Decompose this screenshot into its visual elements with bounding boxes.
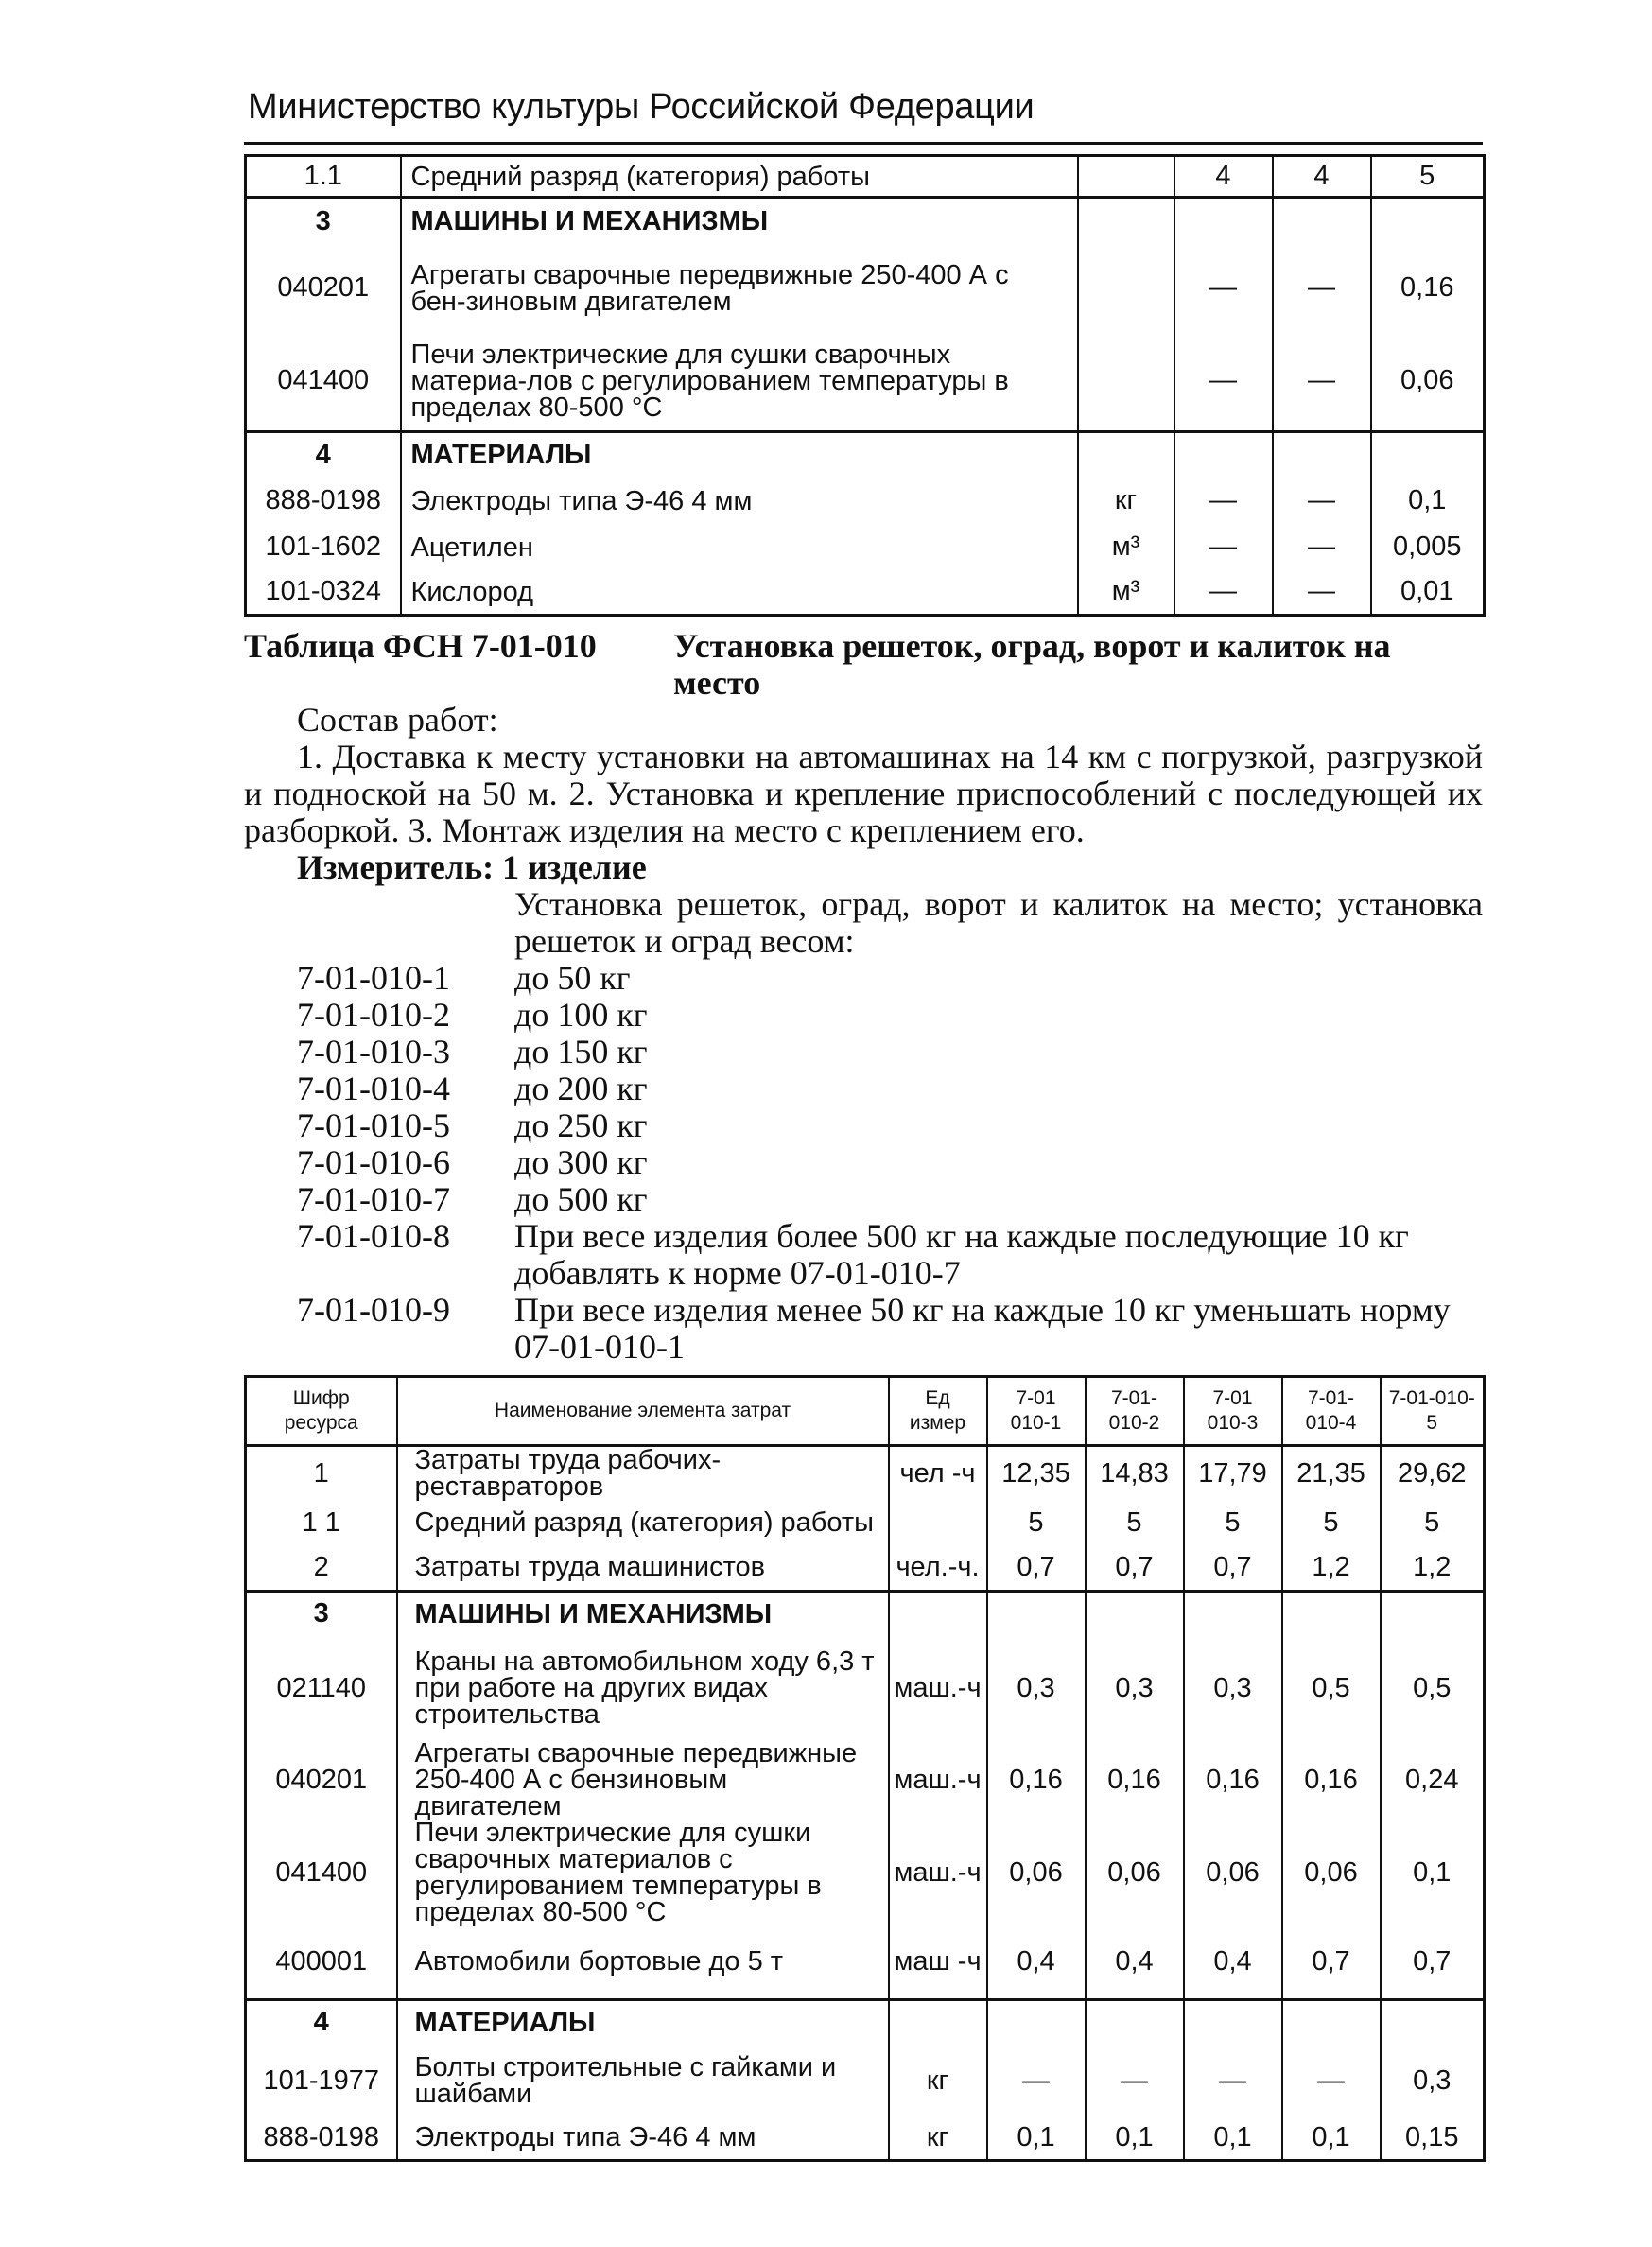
cell-unit: чел.-ч. <box>889 1545 987 1591</box>
table-row <box>246 1500 1485 1545</box>
table-row <box>246 1636 1485 1740</box>
cell-code: 041400 <box>246 1820 397 1925</box>
list-item <box>244 1181 1483 1218</box>
cell-value: 5 <box>1371 156 1485 198</box>
cell-value: 0,3 <box>1086 1636 1184 1740</box>
table-title: Установка решеток, оград, ворот и калиток на место <box>673 627 1391 702</box>
header-divider <box>244 142 1483 145</box>
table-row <box>246 2116 1485 2160</box>
table-row <box>246 525 1485 570</box>
cell-value: 0,06 <box>1086 1820 1184 1925</box>
cell-value: 0,3 <box>987 1636 1086 1740</box>
cell-unit: маш.-ч <box>889 1740 987 1820</box>
cell-value: 0,7 <box>1282 1925 1381 1999</box>
cell-value: 12,35 <box>987 1446 1086 1501</box>
cell-code: 101-1977 <box>246 2045 397 2116</box>
cell-value: 0,06 <box>1282 1820 1381 1925</box>
cell-code: 101-1602 <box>246 525 401 570</box>
header-col-2: 7-01-010-2 <box>1086 1377 1184 1446</box>
item-code: 7-01-010-2 <box>297 996 450 1034</box>
items-list <box>244 960 1483 1366</box>
cell-value: — <box>1174 478 1273 525</box>
cell-value: 0,16 <box>1371 245 1485 332</box>
cell-value: — <box>1273 332 1371 432</box>
cell-value <box>1086 1999 1184 2045</box>
cell-code: 4 <box>246 1999 397 2045</box>
cell-value: 0,7 <box>987 1545 1086 1591</box>
cell-value: 0,06 <box>987 1820 1086 1925</box>
table-row <box>246 570 1485 616</box>
cell-value: — <box>1273 478 1371 525</box>
cell-code: 4 <box>246 432 401 478</box>
cell-value <box>1086 1591 1184 1636</box>
cell-value <box>987 1999 1086 2045</box>
list-item <box>244 997 1483 1034</box>
table-row <box>246 1820 1485 1925</box>
cell-value: 0,7 <box>1184 1545 1282 1591</box>
cell-value: — <box>1086 2045 1184 2116</box>
cell-value <box>1273 198 1371 245</box>
continued-table <box>244 154 1486 617</box>
cell-unit: кг <box>1078 478 1174 525</box>
table-id: Таблица ФСН 7-01-010 <box>244 627 597 665</box>
cell-unit <box>1078 198 1174 245</box>
cell-unit <box>889 1999 987 2045</box>
cell-value: — <box>1184 2045 1282 2116</box>
cell-name: МАШИНЫ И МЕХАНИЗМЫ <box>397 1591 889 1636</box>
table-row <box>246 1545 1485 1591</box>
work-text: 1. Доставка к месту установки на автомашинах на 14 км с погрузкой, разгрузкой и подноской на 50 м. 2. Установка и крепление приспособлений с последующей их разборкой. 3. Монтаж изделия на место с креплением его. <box>244 738 1483 849</box>
cell-unit: маш.-ч <box>889 1636 987 1740</box>
cell-name: Средний разряд (категория) работы <box>397 1500 889 1545</box>
cell-value: 5 <box>1282 1500 1381 1545</box>
table-header-row <box>246 1377 1485 1446</box>
item-code: 7-01-010-6 <box>297 1143 450 1181</box>
cell-name: Автомобили бортовые до 5 т <box>397 1925 889 1999</box>
cell-value: 4 <box>1174 156 1273 198</box>
cell-value <box>1184 1999 1282 2045</box>
cell-value <box>1282 1591 1381 1636</box>
cell-value: 0,1 <box>1184 2116 1282 2160</box>
cell-value: 5 <box>1184 1500 1282 1545</box>
cell-unit: кг <box>889 2045 987 2116</box>
cell-value: 0,1 <box>1371 478 1485 525</box>
cell-code: 101-0324 <box>246 570 401 616</box>
item-desc: до 250 кг <box>514 1106 648 1144</box>
header-code: Шифр ресурса <box>246 1377 397 1446</box>
cell-code: 3 <box>246 198 401 245</box>
cell-value: 0,4 <box>1086 1925 1184 1999</box>
item-code: 7-01-010-8 <box>297 1217 450 1255</box>
cell-value: — <box>1273 245 1371 332</box>
cell-unit: кг <box>889 2116 987 2160</box>
cell-value: 0,06 <box>1184 1820 1282 1925</box>
cell-value: 5 <box>1381 1500 1485 1545</box>
cell-value: 0,4 <box>987 1925 1086 1999</box>
item-code: 7-01-010-7 <box>297 1180 450 1218</box>
header-name: Наименование элемента затрат <box>397 1377 889 1446</box>
meter-label: Измеритель: 1 изделие <box>297 848 647 886</box>
cell-name: Агрегаты сварочные передвижные 250-400 А с бензиновым двигателем <box>397 1740 889 1820</box>
cell-value: 4 <box>1273 156 1371 198</box>
table-row <box>246 2045 1485 2116</box>
table-title-row <box>244 628 1483 702</box>
cell-value: — <box>1174 570 1273 616</box>
cell-value <box>1184 1591 1282 1636</box>
table-row <box>246 1740 1485 1820</box>
cell-value: 0,1 <box>987 2116 1086 2160</box>
table-row <box>246 198 1485 245</box>
header-col-1: 7-01 010-1 <box>987 1377 1086 1446</box>
cell-value <box>1273 432 1371 478</box>
header-col-5: 7-01-010-5 <box>1381 1377 1485 1446</box>
item-desc: до 150 кг <box>514 1033 648 1071</box>
cell-value: 0,7 <box>1086 1545 1184 1591</box>
cell-value: 14,83 <box>1086 1446 1184 1501</box>
cell-unit <box>1078 156 1174 198</box>
cell-value: 0,16 <box>1184 1740 1282 1820</box>
cell-value: — <box>1174 245 1273 332</box>
table-row <box>246 245 1485 332</box>
item-code: 7-01-010-9 <box>297 1291 450 1329</box>
cell-name: Болты строительные с гайками и шайбами <box>397 2045 889 2116</box>
cell-unit: м³ <box>1078 570 1174 616</box>
list-item <box>244 1034 1483 1071</box>
cell-unit: маш -ч <box>889 1925 987 1999</box>
cell-unit <box>1078 245 1174 332</box>
header-col-3: 7-01 010-3 <box>1184 1377 1282 1446</box>
table-row <box>246 332 1485 432</box>
cell-value: 17,79 <box>1184 1446 1282 1501</box>
items-intro: Установка решеток, оград, ворот и калиток на место; установка решеток и оград весом: <box>514 885 1483 960</box>
cell-value: 29,62 <box>1381 1446 1485 1501</box>
list-item <box>244 1071 1483 1107</box>
list-item <box>244 1107 1483 1144</box>
page-header <box>244 83 1483 131</box>
cell-name: МАШИНЫ И МЕХАНИЗМЫ <box>401 198 1078 245</box>
document-page <box>244 83 1483 2162</box>
cell-value: 0,5 <box>1282 1636 1381 1740</box>
cell-value: 0,3 <box>1184 1636 1282 1740</box>
item-desc: до 100 кг <box>514 996 648 1034</box>
cell-value: 0,4 <box>1184 1925 1282 1999</box>
cell-unit <box>1078 432 1174 478</box>
cell-unit: маш.-ч <box>889 1820 987 1925</box>
cell-name: Электроды типа Э-46 4 мм <box>397 2116 889 2160</box>
cell-name: Затраты труда машинистов <box>397 1545 889 1591</box>
cell-code: 1.1 <box>246 156 401 198</box>
cell-value: 0,005 <box>1371 525 1485 570</box>
cell-value: 0,15 <box>1381 2116 1485 2160</box>
item-desc: до 200 кг <box>514 1070 648 1107</box>
cell-code: 1 <box>246 1446 397 1501</box>
header-col-4: 7-01-010-4 <box>1282 1377 1381 1446</box>
table-row <box>246 432 1485 478</box>
header-unit: Ед измер <box>889 1377 987 1446</box>
cell-value: 0,01 <box>1371 570 1485 616</box>
cell-value: 0,06 <box>1371 332 1485 432</box>
cell-value: 0,1 <box>1381 1820 1485 1925</box>
cell-value: 0,16 <box>1086 1740 1184 1820</box>
cell-value: — <box>1282 2045 1381 2116</box>
cell-value: — <box>1174 332 1273 432</box>
cell-name: МАТЕРИАЛЫ <box>401 432 1078 478</box>
cell-value: — <box>987 2045 1086 2116</box>
cell-value: — <box>1273 525 1371 570</box>
list-item <box>244 960 1483 997</box>
list-item <box>244 1218 1483 1292</box>
cell-value <box>1371 432 1485 478</box>
section-text <box>244 628 1483 1366</box>
cell-code: 1 1 <box>246 1500 397 1545</box>
cell-value: 1,2 <box>1282 1545 1381 1591</box>
cell-code: 040201 <box>246 245 401 332</box>
cell-value: 0,3 <box>1381 2045 1485 2116</box>
work-label: Состав работ: <box>297 701 498 739</box>
cell-unit: м³ <box>1078 525 1174 570</box>
item-desc: При весе изделия более 500 кг на каждые последующие 10 кг добавлять к норме 07-01-010-7 <box>514 1217 1409 1292</box>
cell-value: 0,16 <box>987 1740 1086 1820</box>
cell-name: МАТЕРИАЛЫ <box>397 1999 889 2045</box>
cell-value: 0,16 <box>1282 1740 1381 1820</box>
cell-value <box>1282 1999 1381 2045</box>
cell-code: 041400 <box>246 332 401 432</box>
table-row <box>246 1925 1485 1999</box>
main-table <box>244 1375 1486 2162</box>
item-code: 7-01-010-1 <box>297 959 450 997</box>
cell-value: — <box>1174 525 1273 570</box>
cell-value <box>987 1591 1086 1636</box>
item-code: 7-01-010-5 <box>297 1106 450 1144</box>
cell-name: Печи электрические для сушки сварочных материалов с регулированием температуры в пределах 80-500 °С <box>397 1820 889 1925</box>
item-desc: При весе изделия менее 50 кг на каждые 10 кг уменьшать норму 07-01-010-1 <box>514 1291 1451 1366</box>
cell-name: Электроды типа Э-46 4 мм <box>401 478 1078 525</box>
item-code: 7-01-010-4 <box>297 1070 450 1107</box>
cell-value <box>1174 432 1273 478</box>
cell-name: Кислород <box>401 570 1078 616</box>
cell-code: 888-0198 <box>246 2116 397 2160</box>
cell-value <box>1371 198 1485 245</box>
cell-code: 3 <box>246 1591 397 1636</box>
table-row <box>246 1999 1485 2045</box>
cell-value: 0,7 <box>1381 1925 1485 1999</box>
cell-code: 021140 <box>246 1636 397 1740</box>
cell-unit <box>889 1591 987 1636</box>
list-item <box>244 1292 1483 1366</box>
cell-value: 0,1 <box>1282 2116 1381 2160</box>
cell-name: Краны на автомобильном ходу 6,3 т при работе на других видах строительства <box>397 1636 889 1740</box>
item-desc: до 300 кг <box>514 1143 648 1181</box>
cell-value: 0,1 <box>1086 2116 1184 2160</box>
table-row <box>246 156 1485 198</box>
cell-value: — <box>1273 570 1371 616</box>
table-row <box>246 1591 1485 1636</box>
cell-value <box>1381 1999 1485 2045</box>
cell-value: 5 <box>1086 1500 1184 1545</box>
cell-code: 888-0198 <box>246 478 401 525</box>
header-title: Министерство культуры Российской Федерации <box>248 87 1035 127</box>
cell-value: 0,5 <box>1381 1636 1485 1740</box>
cell-unit: чел -ч <box>889 1446 987 1501</box>
item-desc: до 50 кг <box>514 959 631 997</box>
cell-name: Агрегаты сварочные передвижные 250-400 А с бен-зиновым двигателем <box>401 245 1078 332</box>
table-row <box>246 1446 1485 1501</box>
cell-unit <box>889 1500 987 1545</box>
cell-name: Ацетилен <box>401 525 1078 570</box>
cell-name: Затраты труда рабочих-реставраторов <box>397 1446 889 1501</box>
cell-code: 040201 <box>246 1740 397 1820</box>
cell-name: Печи электрические для сушки сварочных материа-лов с регулированием температуры в пределах 80-500 °С <box>401 332 1078 432</box>
cell-code: 2 <box>246 1545 397 1591</box>
item-code: 7-01-010-3 <box>297 1033 450 1071</box>
cell-name: Средний разряд (категория) работы <box>401 156 1078 198</box>
cell-value: 21,35 <box>1282 1446 1381 1501</box>
cell-value: 0,24 <box>1381 1740 1485 1820</box>
table-row <box>246 478 1485 525</box>
list-item <box>244 1144 1483 1181</box>
cell-value <box>1174 198 1273 245</box>
cell-unit <box>1078 332 1174 432</box>
item-desc: до 500 кг <box>514 1180 648 1218</box>
cell-code: 400001 <box>246 1925 397 1999</box>
cell-value: 5 <box>987 1500 1086 1545</box>
cell-value <box>1381 1591 1485 1636</box>
cell-value: 1,2 <box>1381 1545 1485 1591</box>
